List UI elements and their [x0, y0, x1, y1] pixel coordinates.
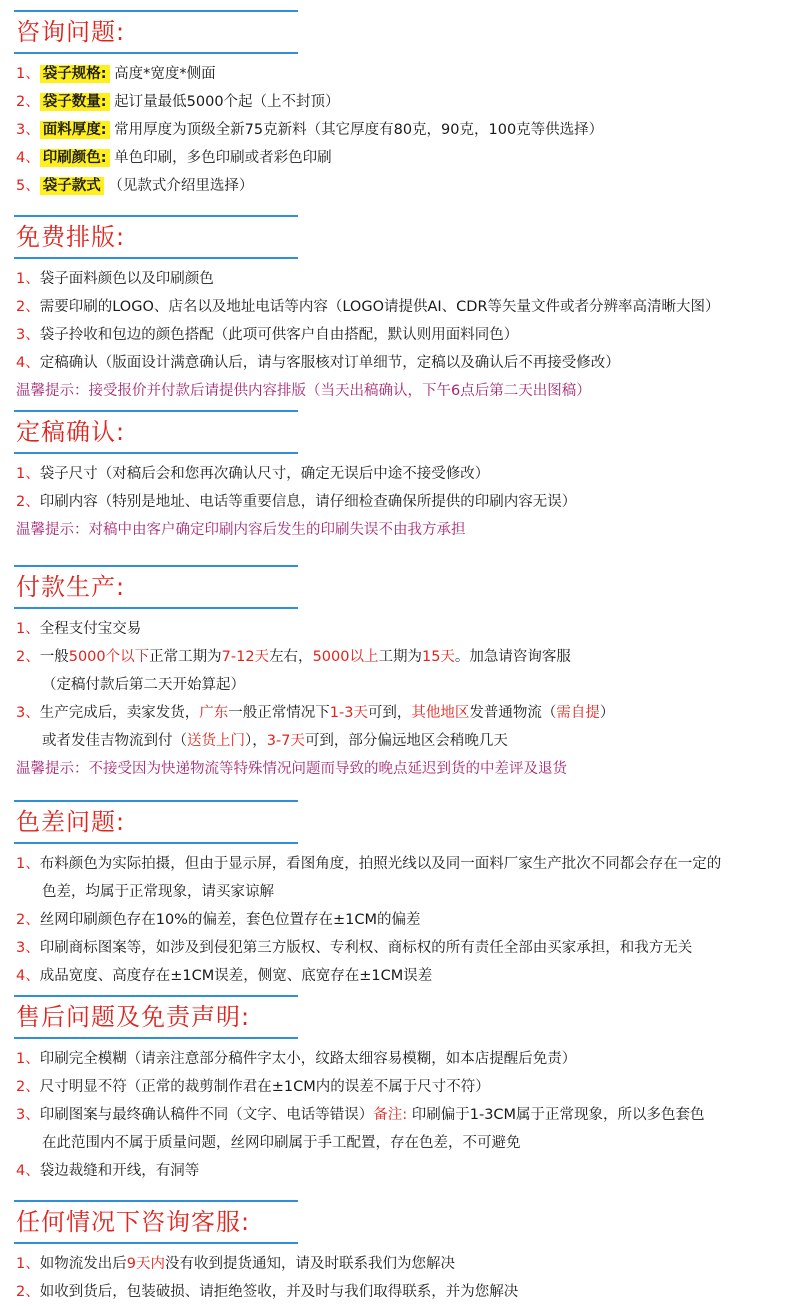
divider-top	[14, 995, 298, 997]
emphasis-text: 广东	[199, 705, 229, 721]
list-item	[0, 349, 800, 377]
item-text: 单色印刷，多色印刷或者彩色印刷	[109, 150, 332, 166]
item-text: 正常工期为	[149, 649, 222, 665]
item-text: 定稿确认（版面设计满意确认后，请与客服核对订单细节，定稿以及确认后不再接受修改）	[39, 355, 620, 371]
item-text: ）	[599, 705, 615, 721]
item-number: 1、	[16, 271, 40, 287]
section-title: 任何情况下咨询客服:	[16, 1208, 251, 1236]
section-header	[0, 790, 800, 848]
item-text: 印刷内容（特别是地址、电话等重要信息，请仔细检查确保所提供的印刷内容无误）	[39, 494, 577, 510]
list-item	[0, 727, 800, 755]
list-item	[0, 88, 800, 116]
item-number: 1、	[16, 1051, 40, 1067]
emphasis-text: 7-12天	[221, 649, 270, 665]
emphasis-text: 9天内	[126, 1256, 165, 1272]
section-5	[0, 790, 800, 990]
divider-bottom	[14, 452, 298, 454]
item-text: 高度*宽度*侧面	[109, 66, 216, 82]
section-lines	[0, 265, 800, 405]
section-title: 付款生产:	[16, 573, 126, 601]
emphasis-text: 15天	[421, 649, 455, 665]
highlight-label: 袋子数量:	[40, 93, 110, 111]
section-1	[0, 0, 800, 200]
item-number: 1、	[16, 856, 40, 872]
section-7	[0, 1190, 800, 1306]
item-text: 左右，	[269, 649, 313, 665]
item-text: 发普通物流（	[469, 705, 557, 721]
item-text: 印刷图案与最终确认稿件不同（文字、电话等错误）	[39, 1107, 374, 1123]
divider-top	[14, 565, 298, 567]
item-text: 色差，均属于正常现象，请买家谅解	[42, 884, 274, 900]
item-text: （定稿付款后第二天开始算起）	[42, 677, 245, 693]
divider-top	[14, 10, 298, 12]
item-text: 起订量最低5000个起（上不封顶）	[109, 94, 340, 110]
item-number: 3、	[16, 122, 40, 138]
item-number: 2、	[16, 494, 40, 510]
item-number: 3、	[16, 1107, 40, 1123]
emphasis-text: 送货上门	[187, 733, 245, 749]
section-header	[0, 1190, 800, 1248]
tip-text: 温馨提示：不接受因为快递物流等特殊情况问题而导致的晚点延迟到货的中差评及退货	[16, 761, 567, 777]
list-item	[0, 321, 800, 349]
section-lines	[0, 460, 800, 544]
section-lines	[0, 60, 800, 200]
list-item	[0, 643, 800, 671]
item-text: 印刷完全模糊（请亲注意部分稿件字太小，纹路太细容易模糊，如本店提醒后免责）	[39, 1051, 577, 1067]
section-header	[0, 400, 800, 458]
section-6	[0, 985, 800, 1185]
emphasis-text: 3-7天	[266, 733, 305, 749]
list-item	[0, 172, 800, 200]
emphasis-text: 5000个以下	[68, 649, 150, 665]
section-3	[0, 400, 800, 544]
item-number: 2、	[16, 1284, 40, 1300]
list-item	[0, 516, 800, 544]
list-item	[0, 1278, 800, 1306]
item-number: 1、	[16, 621, 40, 637]
tip-text: 温馨提示：对稿中由客户确定印刷内容后发生的印刷失误不由我方承担	[16, 522, 466, 538]
item-text: 在此范围内不属于质量问题，丝网印刷属于手工配置，存在色差，不可避免	[42, 1135, 521, 1151]
divider-bottom	[14, 1242, 298, 1244]
item-number: 2、	[16, 299, 40, 315]
item-text: 生产完成后，卖家发货，	[39, 705, 200, 721]
item-number: 4、	[16, 1163, 40, 1179]
list-item	[0, 144, 800, 172]
emphasis-text: 备注:	[373, 1107, 408, 1123]
list-item	[0, 1045, 800, 1073]
item-number: 3、	[16, 327, 40, 343]
item-text: 可到，	[367, 705, 412, 721]
item-text: 丝网印刷颜色存在10%的偏差，套色位置存在±1CM的偏差	[39, 912, 421, 928]
section-title: 色差问题:	[16, 808, 126, 836]
item-text: 。加急请咨询客服	[454, 649, 571, 665]
divider-top	[14, 215, 298, 217]
highlight-label: 面料厚度:	[40, 121, 110, 139]
item-text: 成品宽度、高度存在±1CM误差，侧宽、底宽存在±1CM误差	[39, 968, 433, 984]
section-4	[0, 555, 800, 783]
list-item	[0, 934, 800, 962]
emphasis-text: 1-3天	[329, 705, 368, 721]
item-text: 袋子尺寸（对稿后会和您再次确认尺寸，确定无误后中途不接受修改）	[39, 466, 490, 482]
item-text: 需要印刷的LOGO、店名以及地址电话等内容（LOGO请提供AI、CDR等矢量文件或者分辨率高清晰大图）	[39, 299, 720, 315]
list-item	[0, 699, 800, 727]
divider-bottom	[14, 607, 298, 609]
list-item	[0, 460, 800, 488]
emphasis-text: 5000以上	[312, 649, 379, 665]
item-text: 印刷偏于1-3CM属于正常现象，所以多色套色	[407, 1107, 705, 1123]
item-number: 2、	[16, 94, 40, 110]
section-2	[0, 205, 800, 405]
highlight-label: 袋子款式	[40, 177, 104, 195]
divider-top	[14, 410, 298, 412]
section-title: 免费排版:	[16, 223, 126, 251]
item-text: 工期为	[378, 649, 422, 665]
item-text: 袋子拎收和包边的颜色搭配（此项可供客户自由搭配，默认则用面料同色）	[39, 327, 519, 343]
list-item	[0, 1157, 800, 1185]
section-title: 咨询问题:	[16, 18, 126, 46]
section-header	[0, 985, 800, 1043]
item-text: 袋子面料颜色以及印刷颜色	[39, 271, 214, 287]
item-text: ），	[245, 733, 267, 749]
list-item	[0, 671, 800, 699]
section-title: 定稿确认:	[16, 418, 126, 446]
divider-bottom	[14, 1037, 298, 1039]
item-number: 1、	[16, 466, 40, 482]
item-number: 4、	[16, 150, 40, 166]
item-text: 布料颜色为实际拍摄，但由于显示屏，看图角度，拍照光线以及同一面料厂家生产批次不同都会存在一定的	[39, 856, 722, 872]
item-text: 或者发佳吉物流到付（	[42, 733, 187, 749]
section-header	[0, 0, 800, 58]
list-item	[0, 293, 800, 321]
list-item	[0, 755, 800, 783]
list-item	[0, 615, 800, 643]
list-item	[0, 488, 800, 516]
section-header	[0, 555, 800, 613]
item-text: 袋边裁缝和开线，有洞等	[39, 1163, 200, 1179]
section-title: 售后问题及免责声明:	[16, 1003, 251, 1031]
list-item	[0, 878, 800, 906]
item-number: 3、	[16, 940, 40, 956]
item-text: 没有收到提货通知，请及时联系我们为您解决	[164, 1256, 455, 1272]
divider-bottom	[14, 52, 298, 54]
divider-bottom	[14, 842, 298, 844]
list-item	[0, 1129, 800, 1157]
section-lines	[0, 1045, 800, 1185]
item-text: 常用厚度为顶级全新75克新料（其它厚度有80克，90克，100克等供选择）	[109, 122, 604, 138]
item-text: 尺寸明显不符（正常的裁剪制作君在±1CM内的误差不属于尺寸不符）	[39, 1079, 490, 1095]
item-number: 4、	[16, 968, 40, 984]
item-number: 2、	[16, 649, 40, 665]
section-header	[0, 205, 800, 263]
list-item	[0, 116, 800, 144]
list-item	[0, 850, 800, 878]
list-item	[0, 1250, 800, 1278]
tip-text: 温馨提示：接受报价并付款后请提供内容排版（当天出稿确认，下午6点后第二天出图稿）	[16, 383, 591, 399]
list-item	[0, 1101, 800, 1129]
divider-bottom	[14, 257, 298, 259]
item-number: 2、	[16, 912, 40, 928]
highlight-label: 袋子规格:	[40, 65, 110, 83]
list-item	[0, 60, 800, 88]
emphasis-text: 其他地区	[411, 705, 470, 721]
item-text: 如收到货后，包装破损、请拒绝签收，并及时与我们取得联系，并为您解决	[39, 1284, 519, 1300]
list-item	[0, 265, 800, 293]
item-text: 可到，部分偏远地区会稍晚几天	[304, 733, 508, 749]
item-number: 4、	[16, 355, 40, 371]
item-number: 3、	[16, 705, 40, 721]
divider-top	[14, 800, 298, 802]
item-text: 全程支付宝交易	[39, 621, 142, 637]
item-number: 1、	[16, 66, 40, 82]
item-text: 一般	[39, 649, 69, 665]
list-item	[0, 906, 800, 934]
item-number: 5、	[16, 178, 40, 194]
list-item	[0, 1073, 800, 1101]
item-text: 印刷商标图案等，如涉及到侵犯第三方版权、专利权、商标权的所有责任全部由买家承担，和我方无关	[39, 940, 693, 956]
item-number: 2、	[16, 1079, 40, 1095]
item-text: （见款式介绍里选择）	[103, 178, 254, 194]
divider-top	[14, 1200, 298, 1202]
item-number: 1、	[16, 1256, 40, 1272]
section-lines	[0, 850, 800, 990]
section-lines	[0, 615, 800, 783]
highlight-label: 印刷颜色:	[40, 149, 110, 167]
emphasis-text: 需自提	[556, 705, 600, 721]
item-text: 一般正常情况下	[228, 705, 330, 721]
item-text: 如物流发出后	[39, 1256, 127, 1272]
